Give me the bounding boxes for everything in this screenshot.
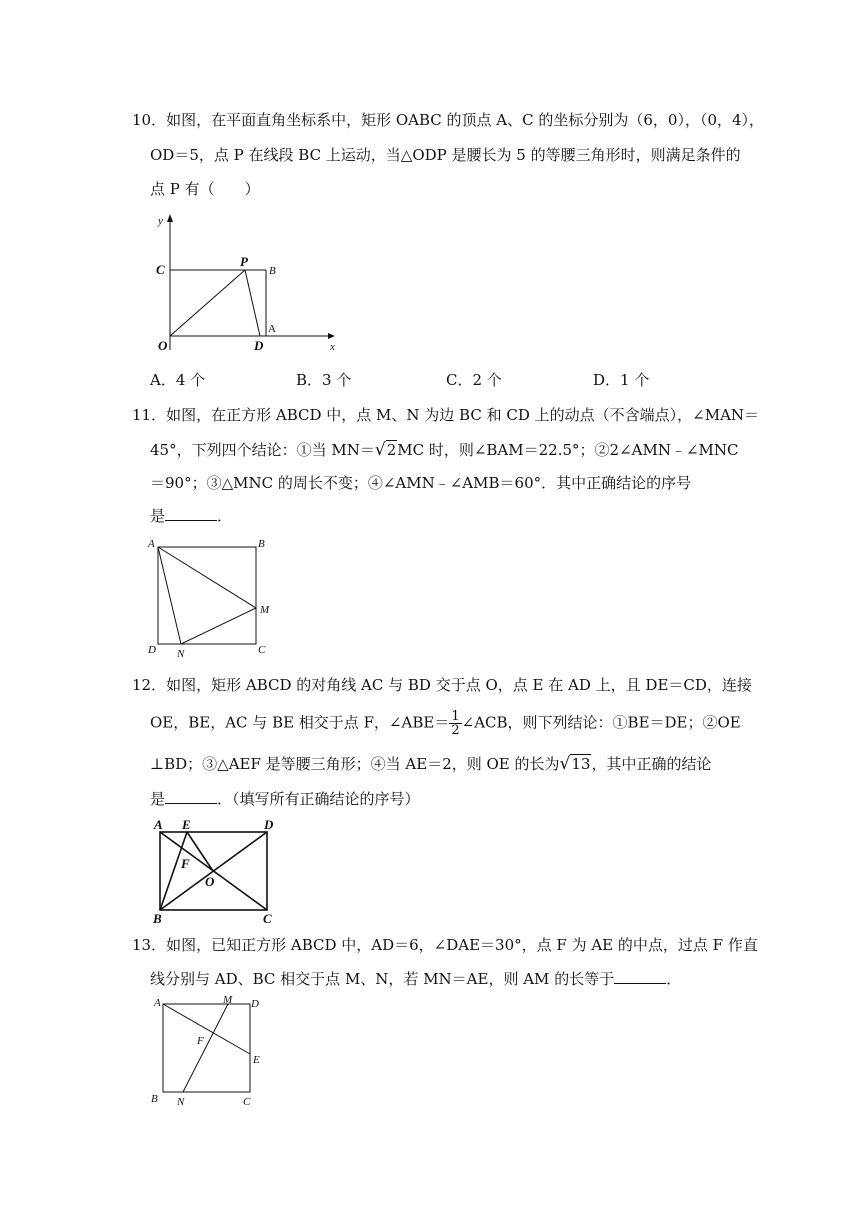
label-e: E <box>182 817 191 832</box>
segment-be <box>160 832 187 910</box>
q10-line-1 <box>132 110 764 130</box>
label-d: D <box>251 998 259 1010</box>
label-d: D <box>148 644 156 656</box>
q11-answer-blank[interactable] <box>165 506 217 521</box>
label-b: B <box>269 265 276 277</box>
q12-text-4-end: ．（填写所有正确结论的序号） <box>217 790 420 808</box>
q10-line-3: 点 P 有（ ） <box>150 180 260 198</box>
q11-text-4: 是 <box>150 507 166 525</box>
q11-text-2b: MC 时，则∠BAM＝22.5°；②2∠AMN﹣∠MNC <box>397 441 739 459</box>
label-m: M <box>260 604 270 616</box>
q11-line-1 <box>132 405 759 425</box>
q13-number: 13． <box>132 936 167 954</box>
q11-figure <box>145 535 275 660</box>
label-n: N <box>177 1096 185 1108</box>
label-p: P <box>240 254 248 269</box>
label-b: B <box>258 538 265 550</box>
label-a: A <box>148 538 155 550</box>
label-b: B <box>151 1093 158 1105</box>
q12-text-2a: OE，BE，AC 与 BE 相交于点 F，∠ABE＝ <box>150 713 450 732</box>
label-m: M <box>223 994 233 1006</box>
segment-eo <box>187 832 213 871</box>
segment-an <box>158 547 181 644</box>
q12-fraction: $\frac{1}{2}$ <box>451 709 460 738</box>
q13-figure <box>145 992 275 1110</box>
y-axis-arrow <box>167 214 173 222</box>
q11-text-4-end: ． <box>217 507 233 525</box>
q11-text-1: 如图，在正方形 ABCD 中，点 M、N 为边 BC 和 CD 上的动点（不含端点），∠MAN＝ <box>166 406 760 424</box>
q12-line-3 <box>150 754 711 774</box>
label-a: A <box>154 997 161 1009</box>
label-c: C <box>263 911 272 926</box>
label-o: O <box>205 874 215 889</box>
segment-am <box>158 547 256 608</box>
q13-text-2: 线分别与 AD、BC 相交于点 M、N，若 MN＝AE，则 AM 的长等于 <box>150 970 615 988</box>
segment-op <box>170 270 245 336</box>
label-a: A <box>154 817 163 832</box>
label-d: D <box>264 817 274 832</box>
q12-sqrt: √13 <box>559 754 591 774</box>
q10-choice-d: D．1 个 <box>593 371 650 389</box>
segment-mn <box>183 1004 228 1092</box>
q13-text-1: 如图，已知正方形 ABCD 中，AD＝6，∠DAE＝30°，点 F 为 AE 的中点，过点 F 作直 <box>166 936 758 954</box>
label-y: y <box>158 215 163 227</box>
q12-number: 12． <box>132 676 167 694</box>
label-d: D <box>254 338 264 353</box>
q13-text-2-end: ． <box>666 970 682 988</box>
label-x: x <box>330 341 335 353</box>
q10-line-2: OD＝5，点 P 在线段 BC 上运动，当△ODP 是腰长为 5 的等腰三角形时，则满足条件的 <box>150 146 741 164</box>
label-o: O <box>158 338 168 353</box>
q10-text-1: 如图，在平面直角坐标系中，矩形 OABC 的顶点 A、C 的坐标分别为（6，0），（0，4）， <box>166 111 765 129</box>
q12-text-2b: ∠ACB，则下列结论：①BE＝DE；②OE <box>461 713 741 732</box>
label-n: N <box>177 648 185 660</box>
q12-figure <box>145 815 285 925</box>
q11-number: 11． <box>132 406 167 424</box>
square-abcd <box>158 547 256 644</box>
q11-sqrt: √2 <box>374 440 397 460</box>
q11-line-3: ＝90°；③△MNC 的周长不变；④∠AMN﹣∠AMB＝60°．其中正确结论的序号 <box>150 474 692 492</box>
q11-text-2a: 45°，下列四个结论：①当 MN＝ <box>150 441 375 459</box>
q12-line-1 <box>132 675 752 695</box>
label-f: F <box>197 1035 204 1047</box>
q10-number: 10． <box>132 111 167 129</box>
label-a: A <box>268 323 276 335</box>
q10-figure <box>150 210 340 355</box>
label-b: B <box>153 911 162 926</box>
q12-answer-blank[interactable] <box>165 789 217 804</box>
q10-choice-a: A．4 个 <box>150 371 206 389</box>
label-f: F <box>181 856 190 871</box>
q12-line-2 <box>150 710 741 737</box>
q12-text-3b: ，其中正确的结论 <box>591 755 712 773</box>
label-c: C <box>243 1096 251 1108</box>
segment-pd <box>245 270 260 336</box>
q10-choice-b: B．3 个 <box>296 371 352 389</box>
q13-line-1 <box>132 935 758 955</box>
segment-mn <box>181 608 256 644</box>
label-e: E <box>253 1054 260 1066</box>
q12-line-4 <box>150 789 420 809</box>
q12-text-1: 如图，矩形 ABCD 的对角线 AC 与 BD 交于点 O，点 E 在 AD 上，且 DE＝CD，连接 <box>166 676 752 694</box>
q11-line-2 <box>150 440 738 460</box>
q12-text-4: 是 <box>150 790 166 808</box>
label-c: C <box>156 262 165 277</box>
q10-choice-c: C．2 个 <box>446 371 502 389</box>
q13-line-2 <box>150 969 681 989</box>
square-abcd <box>163 1004 250 1092</box>
x-axis-arrow <box>328 333 335 339</box>
q12-text-3a: ⊥BD；③△AEF 是等腰三角形；④当 AE＝2，则 OE 的长为 <box>150 755 560 773</box>
q13-answer-blank[interactable] <box>614 969 666 984</box>
q11-line-4 <box>150 506 232 526</box>
label-c: C <box>258 644 266 656</box>
